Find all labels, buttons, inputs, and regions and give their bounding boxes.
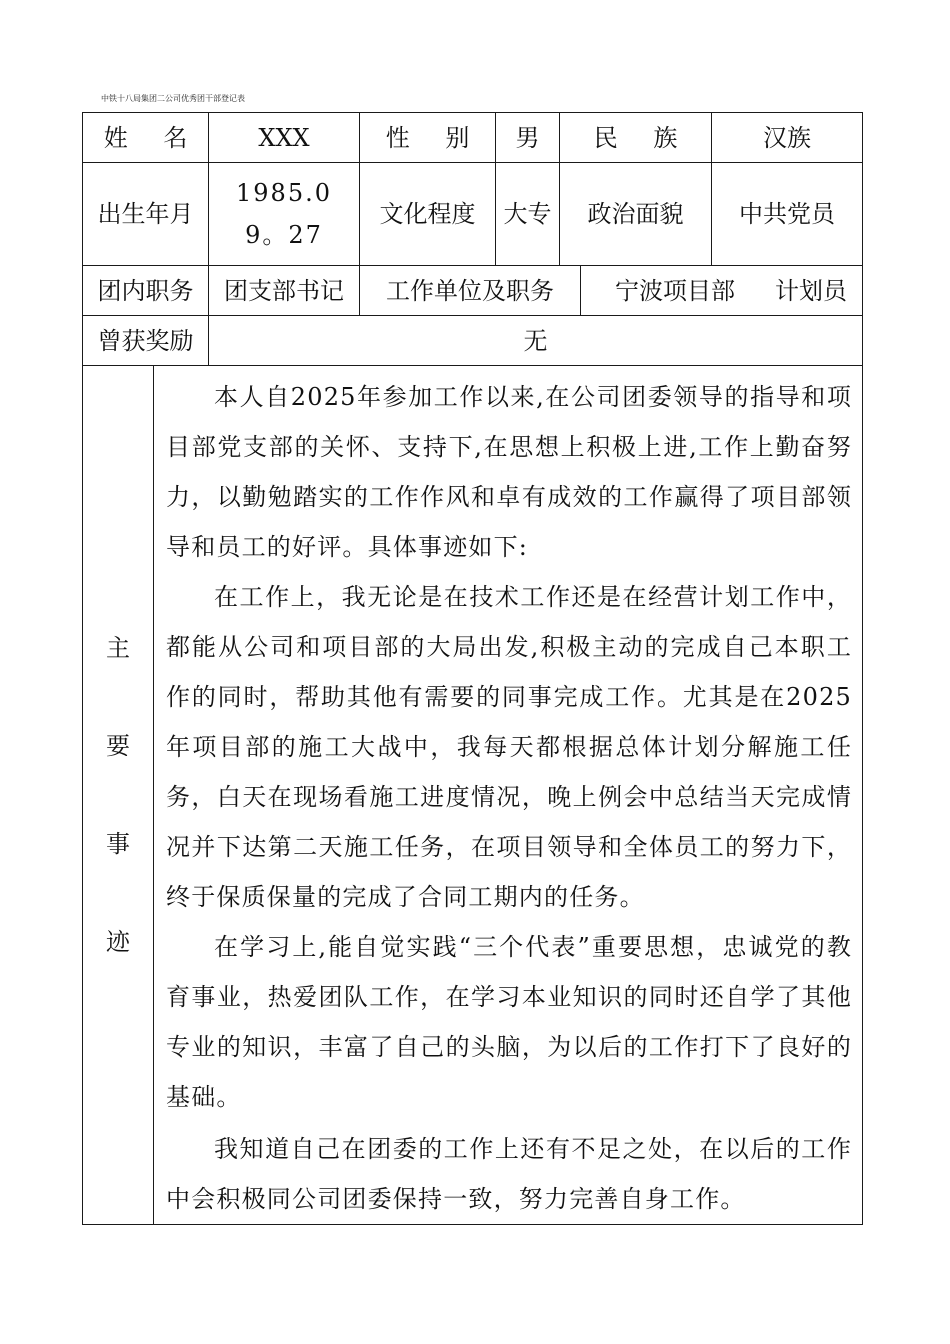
deeds-paragraph: 本人自2025年参加工作以来,在公司团委领导的指导和项目部党支部的关怀、支持下,在思想上积极上进,工作上勤奋努力，以勤勉踏实的工作作风和卓有成效的工作赢得了项目部领导和员工的好评。具体事迹如下: bbox=[166, 383, 853, 561]
form-row-basic-info bbox=[83, 113, 863, 163]
deeds-paragraph: 我知道自己在团委的工作上还有不足之处，在以后的工作中会积极同公司团委保持一致，努力完善自身工作。 bbox=[166, 1135, 853, 1213]
form-row-deeds bbox=[83, 366, 863, 1225]
gender-value: 男 bbox=[496, 113, 560, 163]
ethnicity-label: 民 族 bbox=[560, 113, 712, 163]
deeds-label-char: 要 bbox=[106, 732, 130, 760]
gender-label: 性 别 bbox=[360, 113, 496, 163]
deeds-label-char: 迹 bbox=[106, 928, 130, 956]
deeds-label-char: 事 bbox=[106, 830, 130, 858]
workplace-role: 计划员 bbox=[775, 276, 848, 305]
birth-value: 1985.09。27 bbox=[209, 163, 360, 266]
document-header-title: 中铁十八局集团二公司优秀团干部登记表 bbox=[101, 94, 245, 103]
form-row-awards bbox=[83, 316, 863, 366]
workplace-value bbox=[581, 266, 863, 316]
deeds-paragraph: 在学习上,能自觉实践“三个代表”重要思想，忠诚党的教育事业，热爱团队工作，在学习本业知识的同时还自学了其他专业的知识，丰富了自己的头脑，为以后的工作打下了良好的基础。 bbox=[166, 933, 853, 1111]
awards-label: 曾获奖励 bbox=[83, 316, 209, 366]
workplace-unit: 宁波项目部 bbox=[615, 276, 736, 305]
education-value: 大专 bbox=[496, 163, 560, 266]
ethnicity-value: 汉族 bbox=[712, 113, 863, 163]
workplace-label: 工作单位及职务 bbox=[360, 266, 581, 316]
form-row-background bbox=[83, 163, 863, 266]
league-position-label: 团内职务 bbox=[83, 266, 209, 316]
registration-form-table bbox=[82, 112, 863, 1225]
name-value: XXX bbox=[209, 113, 360, 163]
deeds-label bbox=[83, 366, 154, 1225]
awards-value: 无 bbox=[209, 316, 863, 366]
form-row-position bbox=[83, 266, 863, 316]
name-label: 姓 名 bbox=[83, 113, 209, 163]
birth-label: 出生年月 bbox=[83, 163, 209, 266]
deeds-paragraph: 在工作上，我无论是在技术工作还是在经营计划工作中，都能从公司和项目部的大局出发,积极主动的完成自己本职工作的同时，帮助其他有需要的同事完成工作。尤其是在2025年项目部的施工大战中，我每天都根据总体计划分解施工任务，白天在现场看施工进度情况，晚上例会中总结当天完成情况并下达第二天施工任务，在项目领导和全体员工的努力下，终于保质保量的完成了合同工期内的任务。 bbox=[166, 583, 853, 911]
deeds-label-char: 主 bbox=[106, 634, 130, 662]
political-value: 中共党员 bbox=[712, 163, 863, 266]
education-label: 文化程度 bbox=[360, 163, 496, 266]
league-position-value: 团支部书记 bbox=[209, 266, 360, 316]
deeds-content bbox=[154, 366, 863, 1225]
political-label: 政治面貌 bbox=[560, 163, 712, 266]
